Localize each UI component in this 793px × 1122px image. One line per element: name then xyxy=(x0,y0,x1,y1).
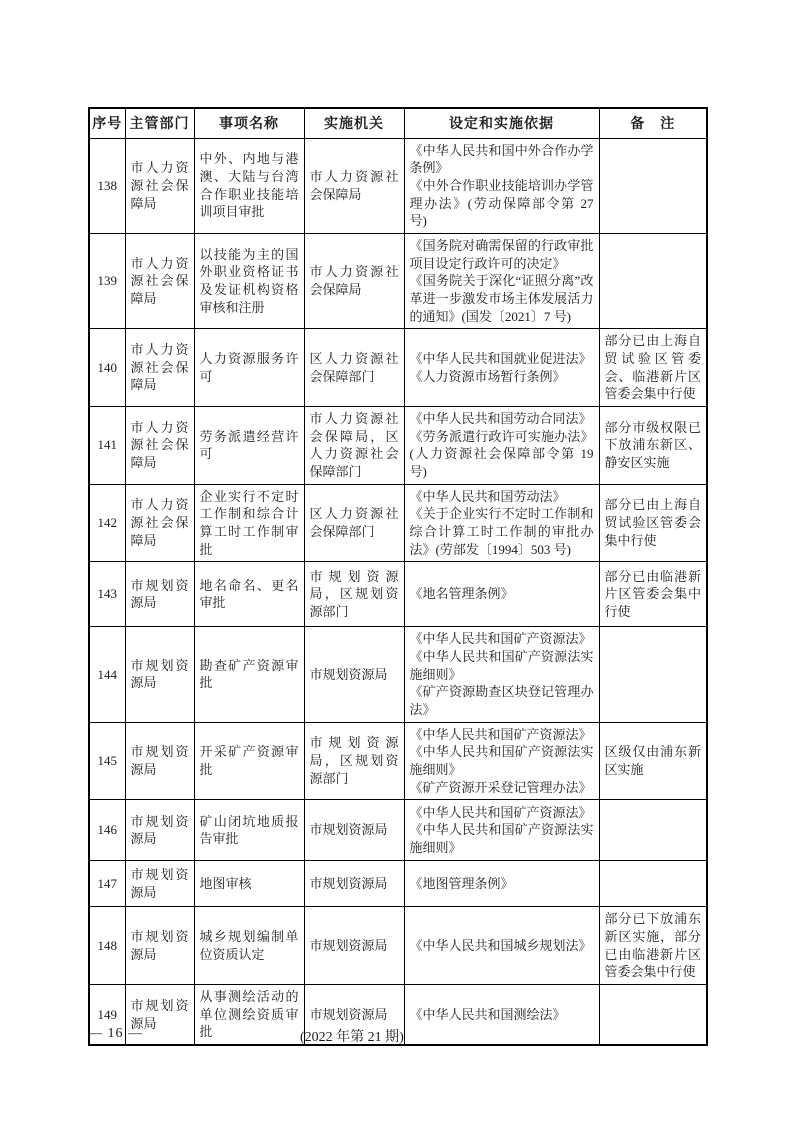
cell-item-name: 企业实行不定时工作制和综合计算工时工作制审批 xyxy=(194,484,304,562)
cell-serial-number: 146 xyxy=(89,800,125,861)
cell-department: 市规划资源局 xyxy=(125,861,194,907)
cell-implementing-agency: 市规划资源局，区规划资源部门 xyxy=(304,562,404,627)
table-row xyxy=(89,861,707,907)
legal-basis-entry: 《中华人民共和国劳动法》 xyxy=(409,488,566,504)
cell-serial-number: 142 xyxy=(89,484,125,562)
legal-basis-entry: 《地图管理条例》 xyxy=(409,875,514,891)
legal-basis-entry: 《中华人民共和国矿产资源法》 xyxy=(409,726,592,742)
cell-item-name: 矿山闭坑地质报告审批 xyxy=(194,800,304,861)
cell-legal-basis xyxy=(404,329,599,407)
cell-item-name: 开采矿产资源审批 xyxy=(194,722,304,800)
legal-basis-entry: 《中华人民共和国劳动合同法》 xyxy=(409,410,592,426)
cell-remarks: 部分已由上海自贸试验区管委会集中行使 xyxy=(599,484,707,562)
cell-serial-number: 141 xyxy=(89,406,125,484)
cell-serial-number: 138 xyxy=(89,138,125,233)
cell-department: 市规划资源局 xyxy=(125,907,194,985)
legal-basis-entry: 《劳务派遣行政许可实施办法》(人力资源社会保障部令第 19 号) xyxy=(409,428,594,479)
legal-basis-entry: 《国务院对确需保留的行政审批项目设定行政许可的决定》 xyxy=(409,237,594,271)
cell-department: 市规划资源局 xyxy=(125,627,194,722)
legal-basis-entry: 《矿产资源勘查区块登记管理办法》 xyxy=(409,684,594,717)
cell-implementing-agency: 市规划资源局 xyxy=(304,907,404,985)
cell-implementing-agency: 市人力资源社会保障局 xyxy=(304,138,404,233)
legal-basis-entry: 《中外合作职业技能培训办学管理办法》(劳动保障部令第 27 号) xyxy=(409,177,594,229)
legal-basis-entry: 《关于企业实行不定时工作制和综合计算工时工作制的审批办法》(劳部发〔1994〕503 号) xyxy=(409,506,594,557)
table-row xyxy=(89,907,707,985)
cell-item-name: 地图审核 xyxy=(194,861,304,907)
header-legal-basis: 设定和实施依据 xyxy=(404,108,599,138)
cell-legal-basis xyxy=(404,907,599,985)
cell-remarks: 部分已由临港新片区管委会集中行使 xyxy=(599,562,707,627)
cell-legal-basis xyxy=(404,800,599,861)
cell-item-name: 城乡规划编制单位资质认定 xyxy=(194,907,304,985)
cell-remarks xyxy=(599,800,707,861)
cell-serial-number: 145 xyxy=(89,722,125,800)
table-body xyxy=(89,138,707,1045)
cell-department: 市人力资源社会保障局 xyxy=(125,484,194,562)
legal-basis-entry: 《中华人民共和国就业促进法》 xyxy=(409,350,592,366)
cell-department: 市人力资源社会保障局 xyxy=(125,329,194,407)
table-row xyxy=(89,138,707,233)
cell-department: 市人力资源社会保障局 xyxy=(125,138,194,233)
cell-legal-basis xyxy=(404,985,599,1046)
cell-department: 市人力资源社会保障局 xyxy=(125,406,194,484)
legal-basis-entry: 《中华人民共和国矿产资源法实施细则》 xyxy=(409,648,594,682)
table-row xyxy=(89,562,707,627)
cell-remarks xyxy=(599,861,707,907)
cell-implementing-agency: 市规划资源局，区规划资源部门 xyxy=(304,722,404,800)
header-item-name: 事项名称 xyxy=(194,108,304,138)
cell-serial-number: 140 xyxy=(89,329,125,407)
cell-remarks: 部分已由上海自贸试验区管委会、临港新片区管委会集中行使 xyxy=(599,329,707,407)
cell-legal-basis xyxy=(404,861,599,907)
cell-item-name: 从事测绘活动的单位测绘资质审批 xyxy=(194,985,304,1046)
cell-item-name: 人力资源服务许可 xyxy=(194,329,304,407)
cell-department: 市规划资源局 xyxy=(125,985,194,1046)
legal-basis-entry: 《人力资源市场暂行条例》 xyxy=(409,368,566,384)
cell-remarks xyxy=(599,233,707,328)
cell-serial-number: 143 xyxy=(89,562,125,627)
legal-basis-entry: 《地名管理条例》 xyxy=(409,586,514,602)
cell-remarks: 区级仅由浦东新区实施 xyxy=(599,722,707,800)
issue-label: (2022 年第 21 期) xyxy=(300,1030,404,1045)
table-row xyxy=(89,329,707,407)
cell-serial-number: 149 xyxy=(89,985,125,1046)
cell-department: 市人力资源社会保障局 xyxy=(125,233,194,328)
cell-remarks: 部分已下放浦东新区实施，部分已由临港新片区管委会集中行使 xyxy=(599,907,707,985)
cell-implementing-agency: 市规划资源局 xyxy=(304,800,404,861)
cell-legal-basis xyxy=(404,722,599,800)
cell-remarks xyxy=(599,627,707,722)
legal-basis-entry: 《中华人民共和国城乡规划法》 xyxy=(409,937,592,953)
cell-legal-basis xyxy=(404,484,599,562)
page-number: — 16 — xyxy=(88,1026,143,1041)
legal-basis-entry: 《中华人民共和国矿产资源法实施细则》 xyxy=(409,744,594,777)
legal-basis-entry: 《中华人民共和国中外合作办学条例》 xyxy=(409,142,594,176)
cell-remarks: 部分市级权限已下放浦东新区、静安区实施 xyxy=(599,406,707,484)
table-row xyxy=(89,233,707,328)
cell-serial-number: 148 xyxy=(89,907,125,985)
cell-implementing-agency: 市规划资源局 xyxy=(304,861,404,907)
header-implementing-agency: 实施机关 xyxy=(304,108,404,138)
header-serial-number: 序号 xyxy=(89,108,125,138)
cell-item-name: 以技能为主的国外职业资格证书及发证机构资格审核和注册 xyxy=(194,233,304,328)
cell-department: 市规划资源局 xyxy=(125,722,194,800)
cell-implementing-agency: 区人力资源社会保障部门 xyxy=(304,484,404,562)
cell-implementing-agency: 市规划资源局 xyxy=(304,627,404,722)
legal-basis-entry: 《国务院关于深化“证照分离”改革进一步激发市场主体发展活力的通知》(国发〔2021〕7 号) xyxy=(409,273,594,324)
cell-implementing-agency: 区人力资源社会保障部门 xyxy=(304,329,404,407)
cell-remarks xyxy=(599,985,707,1046)
table-row xyxy=(89,722,707,800)
cell-department: 市规划资源局 xyxy=(125,800,194,861)
cell-legal-basis xyxy=(404,562,599,627)
cell-department: 市规划资源局 xyxy=(125,562,194,627)
cell-legal-basis xyxy=(404,406,599,484)
legal-basis-entry: 《矿产资源开采登记管理办法》 xyxy=(409,779,592,795)
cell-implementing-agency: 市人力资源社会保障局，区人力资源社会保障部门 xyxy=(304,406,404,484)
cell-implementing-agency: 市规划资源局 xyxy=(304,985,404,1046)
legal-basis-entry: 《中华人民共和国矿产资源法》 xyxy=(409,631,592,647)
header-remarks: 备 注 xyxy=(599,108,707,138)
legal-basis-entry: 《中华人民共和国矿产资源法实施细则》 xyxy=(409,822,594,856)
cell-legal-basis xyxy=(404,233,599,328)
table-row xyxy=(89,484,707,562)
cell-serial-number: 147 xyxy=(89,861,125,907)
administrative-items-table xyxy=(88,107,708,1046)
cell-legal-basis xyxy=(404,138,599,233)
cell-remarks xyxy=(599,138,707,233)
header-department: 主管部门 xyxy=(125,108,194,138)
table-row xyxy=(89,800,707,861)
table-row xyxy=(89,627,707,722)
legal-basis-entry: 《中华人民共和国矿产资源法》 xyxy=(409,804,592,820)
cell-item-name: 勘查矿产资源审批 xyxy=(194,627,304,722)
cell-implementing-agency: 市人力资源社会保障局 xyxy=(304,233,404,328)
cell-item-name: 劳务派遣经营许可 xyxy=(194,406,304,484)
table-header-row xyxy=(89,108,707,138)
cell-serial-number: 144 xyxy=(89,627,125,722)
table-row xyxy=(89,406,707,484)
cell-serial-number: 139 xyxy=(89,233,125,328)
cell-legal-basis xyxy=(404,627,599,722)
cell-item-name: 中外、内地与港澳、大陆与台湾合作职业技能培训项目审批 xyxy=(194,138,304,233)
cell-item-name: 地名命名、更名审批 xyxy=(194,562,304,627)
legal-basis-entry: 《中华人民共和国测绘法》 xyxy=(409,1006,566,1022)
